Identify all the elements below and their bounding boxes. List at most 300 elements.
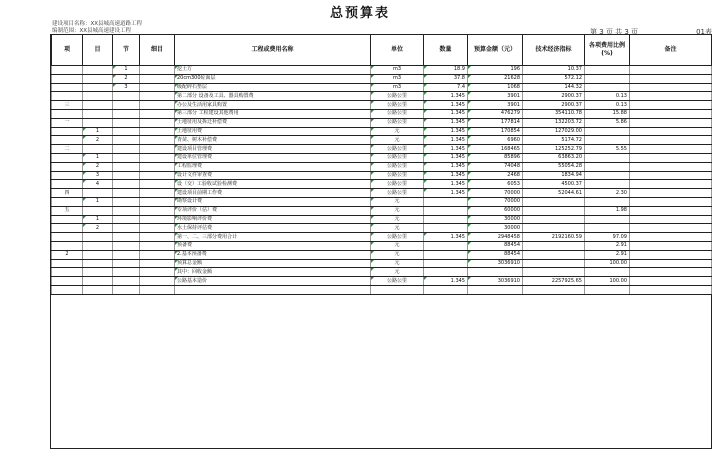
cell-detail: [140, 268, 175, 277]
page-number: 第 3 页 共 3 页: [590, 28, 639, 36]
cell-name: 工程监理费: [175, 162, 371, 171]
cell-detail: [140, 171, 175, 180]
cell-amount: 88454: [468, 241, 523, 250]
cell-amount: [468, 268, 523, 277]
cell-name: 20cm300砼面层: [175, 74, 371, 83]
table-row: [52, 277, 712, 286]
col-header-detail: 细目: [140, 35, 175, 66]
cell-detail: [140, 101, 175, 110]
cell-unit: 公路公里: [371, 162, 424, 171]
cell-section: [113, 241, 140, 250]
cell-category: [83, 268, 113, 277]
cell-remark: [630, 189, 712, 198]
cell-section: [113, 101, 140, 110]
cell-remark: [630, 206, 712, 215]
cell-detail: [140, 162, 175, 171]
cell-remark: [630, 285, 712, 294]
cell-section: [113, 189, 140, 198]
cell-item: 一: [52, 118, 83, 127]
cell-ratio: 2.91: [585, 241, 630, 250]
cell-name: 办公及生活用家具购置: [175, 101, 371, 110]
cell-item: [52, 66, 83, 75]
cell-indicator: [523, 241, 585, 250]
cell-item: [52, 233, 83, 242]
cell-category: [83, 101, 113, 110]
cell-amount: 3036910: [468, 259, 523, 268]
cell-category: [83, 250, 113, 259]
cell-unit: 公路公里: [371, 109, 424, 118]
cell-category: [83, 285, 113, 294]
cell-indicator: [523, 224, 585, 233]
cell-indicator: [523, 259, 585, 268]
cell-indicator: 63863.20: [523, 153, 585, 162]
budget-table-frame: [50, 34, 712, 449]
cell-indicator: 5174.72: [523, 136, 585, 145]
cell-name: [175, 285, 371, 294]
cell-item: [52, 197, 83, 206]
cell-indicator: 10.37: [523, 66, 585, 75]
table-row: [52, 118, 712, 127]
cell-unit: 元: [371, 241, 424, 250]
cell-section: 1: [113, 66, 140, 75]
cell-category: [83, 118, 113, 127]
cell-ratio: [585, 74, 630, 83]
cell-ratio: [585, 268, 630, 277]
cell-unit: 元: [371, 136, 424, 145]
cell-name: 级配碎石垫层: [175, 83, 371, 92]
cell-unit: 元: [371, 197, 424, 206]
cell-item: [52, 259, 83, 268]
cell-unit: 元: [371, 127, 424, 136]
cell-indicator: 125252.79: [523, 145, 585, 154]
cell-quantity: 1.345: [424, 189, 468, 198]
cell-remark: [630, 250, 712, 259]
cell-quantity: [424, 250, 468, 259]
cell-ratio: [585, 153, 630, 162]
cell-remark: [630, 145, 712, 154]
cell-detail: [140, 92, 175, 101]
cell-detail: [140, 197, 175, 206]
table-row: [52, 83, 712, 92]
cell-category: [83, 259, 113, 268]
cell-amount: 85896: [468, 153, 523, 162]
cell-unit: 公路公里: [371, 171, 424, 180]
cell-remark: [630, 215, 712, 224]
cell-indicator: 1834.94: [523, 171, 585, 180]
table-row: [52, 127, 712, 136]
cell-category: [83, 277, 113, 286]
cell-unit: 元: [371, 224, 424, 233]
cell-item: 五: [52, 206, 83, 215]
cell-ratio: 5.55: [585, 145, 630, 154]
cell-category: [83, 92, 113, 101]
cell-ratio: 100.00: [585, 277, 630, 286]
cell-remark: [630, 233, 712, 242]
cell-ratio: 15.88: [585, 109, 630, 118]
cell-amount: 70000: [468, 189, 523, 198]
cell-category: 1: [83, 153, 113, 162]
cell-item: [52, 224, 83, 233]
cell-detail: [140, 109, 175, 118]
cell-name: 勘察设计费: [175, 197, 371, 206]
cell-indicator: 2192160.59: [523, 233, 585, 242]
cell-section: [113, 215, 140, 224]
cell-detail: [140, 277, 175, 286]
cell-amount: 60000: [468, 206, 523, 215]
cell-unit: 公路公里: [371, 233, 424, 242]
cell-quantity: 1.345: [424, 136, 468, 145]
cell-name: 预算总金额: [175, 259, 371, 268]
cell-section: 2: [113, 74, 140, 83]
cell-name: 第三部分 工程建设其他费用: [175, 109, 371, 118]
cell-remark: [630, 136, 712, 145]
cell-item: 三: [52, 101, 83, 110]
cell-unit: 公路公里: [371, 92, 424, 101]
table-row: [52, 189, 712, 198]
cell-section: [113, 285, 140, 294]
table-row: [52, 162, 712, 171]
cell-category: 2: [83, 162, 113, 171]
table-row: [52, 92, 712, 101]
cell-unit: 公路公里: [371, 153, 424, 162]
cell-detail: [140, 285, 175, 294]
cell-remark: [630, 153, 712, 162]
cell-detail: [140, 136, 175, 145]
table-row: [52, 109, 712, 118]
cell-quantity: [424, 268, 468, 277]
cell-amount: 3901: [468, 101, 523, 110]
table-row: [52, 233, 712, 242]
cell-detail: [140, 250, 175, 259]
cell-remark: [630, 259, 712, 268]
cell-ratio: 1.98: [585, 206, 630, 215]
cell-amount: 74048: [468, 162, 523, 171]
cell-section: [113, 92, 140, 101]
cell-amount: 177814: [468, 118, 523, 127]
cell-ratio: 2.91: [585, 250, 630, 259]
cell-unit: 公路公里: [371, 180, 424, 189]
cell-category: [83, 66, 113, 75]
table-row: [52, 136, 712, 145]
cell-item: [52, 180, 83, 189]
cell-name: 2.基本预备费: [175, 250, 371, 259]
cell-item: [52, 277, 83, 286]
col-header-remark: 备注: [630, 35, 712, 66]
cell-detail: [140, 153, 175, 162]
cell-item: [52, 171, 83, 180]
cell-detail: [140, 241, 175, 250]
cell-item: [52, 83, 83, 92]
cell-unit: 公路公里: [371, 189, 424, 198]
cell-category: 2: [83, 136, 113, 145]
cell-indicator: 132203.72: [523, 118, 585, 127]
budget-table: [51, 34, 712, 295]
cell-quantity: 1.345: [424, 277, 468, 286]
cell-amount: 30000: [468, 224, 523, 233]
cell-quantity: [424, 206, 468, 215]
cell-indicator: 144.32: [523, 83, 585, 92]
cell-unit: 公路公里: [371, 277, 424, 286]
cell-section: [113, 127, 140, 136]
cell-quantity: 1.345: [424, 118, 468, 127]
cell-indicator: 4500.37: [523, 180, 585, 189]
cell-indicator: 354110.78: [523, 109, 585, 118]
cell-unit: 元: [371, 206, 424, 215]
col-header-section: 节: [113, 35, 140, 66]
cell-quantity: 1.345: [424, 145, 468, 154]
cell-remark: [630, 180, 712, 189]
page-title: 总预算表: [329, 6, 390, 21]
table-row: [52, 206, 712, 215]
cell-ratio: [585, 136, 630, 145]
cell-name: 青苗、树木补偿费: [175, 136, 371, 145]
cell-category: 2: [83, 224, 113, 233]
cell-ratio: [585, 162, 630, 171]
table-row: [52, 101, 712, 110]
cell-amount: 476279: [468, 109, 523, 118]
compile-scope: 编制范围：XX县城高速建设工程: [52, 28, 132, 34]
cell-remark: [630, 277, 712, 286]
cell-ratio: 0.13: [585, 101, 630, 110]
cell-item: 四: [52, 189, 83, 198]
cell-amount: 170854: [468, 127, 523, 136]
col-header-indicator: 技术经济指标: [523, 35, 585, 66]
cell-ratio: [585, 285, 630, 294]
cell-unit: [371, 285, 424, 294]
cell-remark: [630, 224, 712, 233]
cell-indicator: [523, 268, 585, 277]
cell-indicator: [523, 285, 585, 294]
cell-amount: 30000: [468, 215, 523, 224]
cell-unit: 元: [371, 215, 424, 224]
col-header-name: 工程或费用名称: [175, 35, 371, 66]
cell-item: [52, 136, 83, 145]
table-row: [52, 171, 712, 180]
cell-detail: [140, 189, 175, 198]
cell-section: [113, 171, 140, 180]
cell-unit: 公路公里: [371, 101, 424, 110]
table-row: [52, 285, 712, 294]
cell-item: 2: [52, 250, 83, 259]
cell-remark: [630, 118, 712, 127]
cell-detail: [140, 66, 175, 75]
cell-name: 挖土方: [175, 66, 371, 75]
cell-section: [113, 277, 140, 286]
cell-remark: [630, 83, 712, 92]
cell-ratio: [585, 224, 630, 233]
cell-detail: [140, 145, 175, 154]
cell-detail: [140, 259, 175, 268]
cell-ratio: [585, 83, 630, 92]
cell-amount: 21628: [468, 74, 523, 83]
cell-quantity: 37.8: [424, 74, 468, 83]
cell-amount: 2468: [468, 171, 523, 180]
cell-quantity: [424, 197, 468, 206]
cell-item: [52, 268, 83, 277]
cell-amount: 88454: [468, 250, 523, 259]
cell-section: [113, 136, 140, 145]
cell-name: 建设单位管理费: [175, 153, 371, 162]
cell-detail: [140, 180, 175, 189]
cell-item: [52, 92, 83, 101]
table-row: [52, 224, 712, 233]
cell-item: [52, 153, 83, 162]
cell-indicator: 52044.61: [523, 189, 585, 198]
cell-amount: 2948458: [468, 233, 523, 242]
cell-indicator: [523, 206, 585, 215]
cell-unit: 元: [371, 268, 424, 277]
cell-remark: [630, 101, 712, 110]
cell-section: 3: [113, 83, 140, 92]
cell-item: [52, 215, 83, 224]
cell-item: [52, 74, 83, 83]
cell-ratio: [585, 171, 630, 180]
cell-quantity: 1.345: [424, 233, 468, 242]
cell-indicator: 2257925.65: [523, 277, 585, 286]
cell-section: [113, 118, 140, 127]
cell-quantity: 1.345: [424, 101, 468, 110]
cell-ratio: 100.00: [585, 259, 630, 268]
cell-quantity: 1.345: [424, 109, 468, 118]
cell-remark: [630, 197, 712, 206]
cell-quantity: 7.4: [424, 83, 468, 92]
col-header-unit: 单位: [371, 35, 424, 66]
cell-amount: 1068: [468, 83, 523, 92]
cell-name: 其中：回收金额: [175, 268, 371, 277]
cell-category: 1: [83, 215, 113, 224]
table-row: [52, 74, 712, 83]
cell-name: 公路基本造价: [175, 277, 371, 286]
cell-amount: 168465: [468, 145, 523, 154]
cell-item: [52, 285, 83, 294]
cell-category: [83, 206, 113, 215]
cell-amount: 3901: [468, 92, 523, 101]
cell-name: 土地征用费: [175, 127, 371, 136]
cell-category: [83, 241, 113, 250]
cell-quantity: 1.345: [424, 180, 468, 189]
cell-section: [113, 206, 140, 215]
cell-name: 预备费: [175, 241, 371, 250]
cell-item: [52, 127, 83, 136]
cell-detail: [140, 83, 175, 92]
cell-name: 水土保持评估费: [175, 224, 371, 233]
cell-amount: 6960: [468, 136, 523, 145]
cell-remark: [630, 74, 712, 83]
cell-name: 建设项目管理费: [175, 145, 371, 154]
cell-amount: 70000: [468, 197, 523, 206]
cell-quantity: 1.345: [424, 153, 468, 162]
cell-quantity: 1.345: [424, 171, 468, 180]
table-row: [52, 268, 712, 277]
cell-quantity: [424, 224, 468, 233]
table-row: [52, 145, 712, 154]
cell-indicator: 2900.37: [523, 101, 585, 110]
cell-ratio: [585, 215, 630, 224]
cell-section: [113, 268, 140, 277]
cell-section: [113, 153, 140, 162]
cell-remark: [630, 171, 712, 180]
cell-name: 第二部分 设备及工具、器具购置费: [175, 92, 371, 101]
cell-category: [83, 145, 113, 154]
table-row: [52, 259, 712, 268]
cell-ratio: 5.86: [585, 118, 630, 127]
cell-name: 专项评价（估）费: [175, 206, 371, 215]
cell-remark: [630, 92, 712, 101]
col-header-quantity: 数量: [424, 35, 468, 66]
cell-quantity: [424, 215, 468, 224]
cell-indicator: 2900.37: [523, 92, 585, 101]
cell-detail: [140, 74, 175, 83]
cell-remark: [630, 268, 712, 277]
cell-quantity: 1.345: [424, 127, 468, 136]
table-row: [52, 66, 712, 75]
cell-quantity: 18.9: [424, 66, 468, 75]
cell-amount: 6053: [468, 180, 523, 189]
col-header-category: 目: [83, 35, 113, 66]
table-header-row: [52, 35, 712, 66]
cell-ratio: [585, 180, 630, 189]
cell-section: [113, 250, 140, 259]
cell-name: 土地征用及拆迁补偿费: [175, 118, 371, 127]
table-row: [52, 241, 712, 250]
cell-amount: [468, 285, 523, 294]
cell-section: [113, 259, 140, 268]
cell-detail: [140, 215, 175, 224]
cell-name: 设计文件审查费: [175, 171, 371, 180]
cell-name: 设（交）工验收试验检测费: [175, 180, 371, 189]
table-row: [52, 153, 712, 162]
cell-indicator: [523, 215, 585, 224]
cell-quantity: [424, 241, 468, 250]
cell-section: [113, 109, 140, 118]
cell-unit: 元: [371, 259, 424, 268]
cell-unit: 元: [371, 250, 424, 259]
cell-category: [83, 74, 113, 83]
cell-ratio: 2.30: [585, 189, 630, 198]
cell-detail: [140, 206, 175, 215]
cell-item: [52, 241, 83, 250]
cell-detail: [140, 233, 175, 242]
col-header-item: 项: [52, 35, 83, 66]
cell-indicator: [523, 197, 585, 206]
cell-indicator: 55054.28: [523, 162, 585, 171]
cell-ratio: 97.09: [585, 233, 630, 242]
cell-category: [83, 83, 113, 92]
table-row: [52, 197, 712, 206]
cell-ratio: [585, 66, 630, 75]
table-row: [52, 180, 712, 189]
cell-category: [83, 109, 113, 118]
cell-remark: [630, 127, 712, 136]
cell-ratio: [585, 127, 630, 136]
cell-section: [113, 197, 140, 206]
project-name: 建设项目名称：XX县城高速道路工程: [52, 21, 143, 27]
cell-category: 1: [83, 127, 113, 136]
cell-indicator: 127029.00: [523, 127, 585, 136]
cell-section: [113, 162, 140, 171]
cell-detail: [140, 118, 175, 127]
cell-category: [83, 233, 113, 242]
cell-category: 1: [83, 197, 113, 206]
cell-category: 3: [83, 171, 113, 180]
cell-remark: [630, 109, 712, 118]
cell-item: [52, 162, 83, 171]
table-body: [52, 66, 712, 295]
cell-item: 二: [52, 145, 83, 154]
cell-category: 4: [83, 180, 113, 189]
cell-detail: [140, 127, 175, 136]
cell-remark: [630, 162, 712, 171]
